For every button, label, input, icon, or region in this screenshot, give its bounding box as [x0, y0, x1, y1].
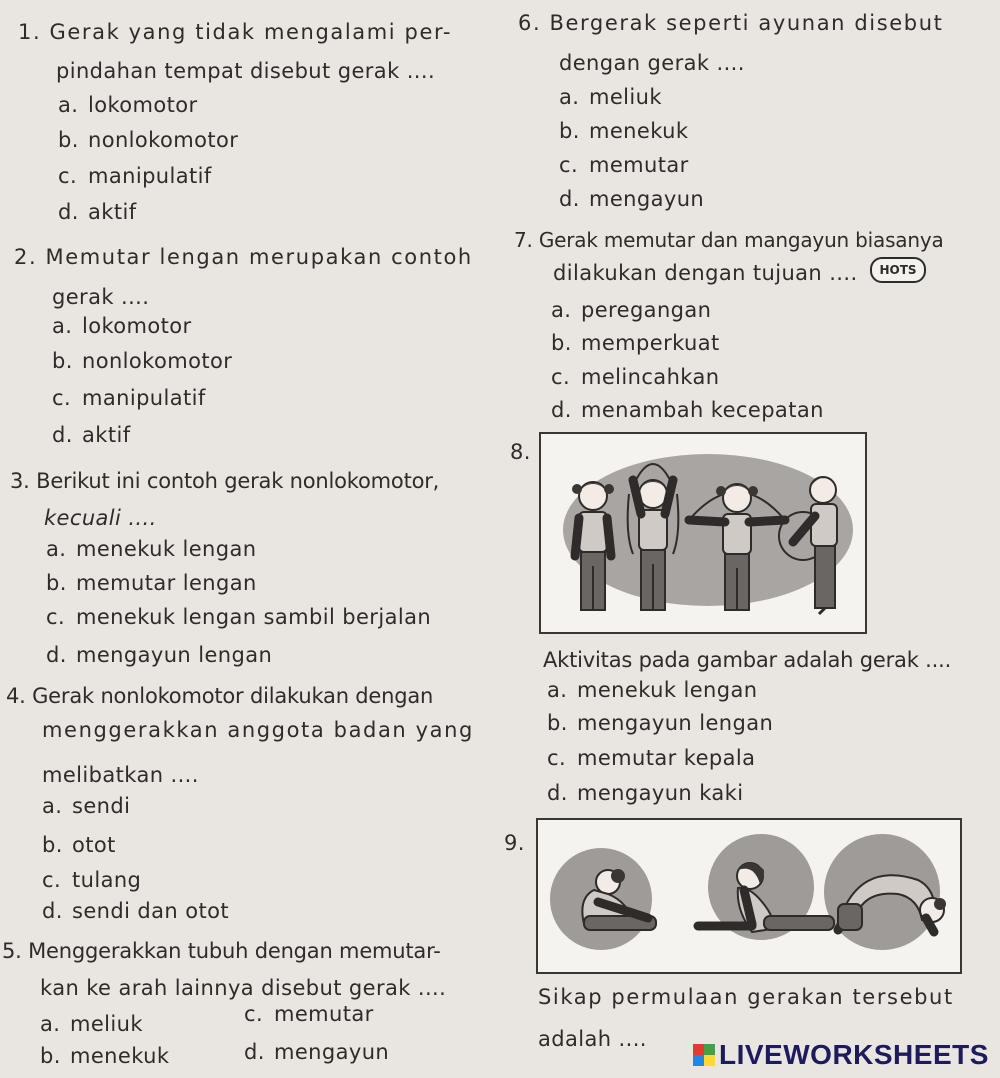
q8-option-b[interactable]: b. mengayun lengan	[547, 711, 774, 735]
q6-option-b[interactable]: b. menekuk	[559, 119, 689, 143]
q4-stem-line2: menggerakkan anggota badan yang	[42, 718, 474, 742]
hots-badge: HOTS	[870, 257, 926, 283]
q2-option-d[interactable]: d. aktif	[52, 423, 131, 447]
q2-option-c[interactable]: c. manipulatif	[52, 386, 206, 410]
q7-option-d[interactable]: d. menambah kecepatan	[551, 398, 824, 422]
q5-stem-line1: 5. Menggerakkan tubuh dengan memutar-	[2, 939, 441, 963]
q8-child-4	[779, 477, 837, 614]
q4-stem-line1: 4. Gerak nonlokomotor dilakukan dengan	[6, 684, 434, 708]
q6-stem-line1: 6. Bergerak seperti ayunan disebut	[518, 11, 944, 35]
q5-stem-line2: kan ke arah lainnya disebut gerak ....	[40, 976, 447, 1000]
q3-option-d[interactable]: d. mengayun lengan	[46, 643, 273, 667]
q7-stem-line1: 7. Gerak memutar dan mangayun biasanya	[514, 228, 944, 252]
q6-option-d[interactable]: d. mengayun	[559, 187, 705, 211]
q4-stem-line3: melibatkan ....	[42, 763, 199, 787]
q4-option-a[interactable]: a. sendi	[42, 794, 131, 818]
q7-option-a[interactable]: a. peregangan	[551, 298, 712, 322]
q7-option-b[interactable]: b. memperkuat	[551, 331, 720, 355]
q4-option-b[interactable]: b. otot	[42, 833, 116, 857]
q8-child-3	[689, 484, 785, 610]
q8-children-figures	[541, 434, 865, 632]
liveworksheets-wordmark: LIVEWORKSHEETS	[719, 1039, 989, 1070]
q9-stem-line2: adalah ....	[538, 1027, 647, 1051]
q3-option-b[interactable]: b. memutar lengan	[46, 571, 257, 595]
liveworksheets-logo	[693, 1040, 989, 1070]
q9-illustration	[536, 818, 962, 974]
q9-figure-2	[698, 863, 834, 932]
q1-option-d[interactable]: d. aktif	[58, 200, 137, 224]
q2-option-b[interactable]: b. nonlokomotor	[52, 349, 233, 373]
q2-option-a[interactable]: a. lokomotor	[52, 314, 192, 338]
q8-illustration	[539, 432, 867, 634]
q5-option-c[interactable]: c. memutar	[244, 1002, 374, 1026]
q9-exercise-figures	[538, 820, 960, 972]
q6-option-c[interactable]: c. memutar	[559, 153, 689, 177]
q8-child-1	[572, 482, 614, 610]
q1-option-c[interactable]: c. manipulatif	[58, 164, 212, 188]
q6-option-a[interactable]: a. meliuk	[559, 85, 662, 109]
q4-option-d[interactable]: d. sendi dan otot	[42, 899, 229, 923]
q5-option-b[interactable]: b. menekuk	[40, 1044, 170, 1068]
q8-number: 8.	[510, 440, 531, 464]
q8-child-2	[628, 464, 679, 610]
q3-stem-line1: 3. Berikut ini contoh gerak nonlokomotor,	[10, 469, 440, 493]
q5-option-d[interactable]: d. mengayun	[244, 1040, 390, 1064]
q1-stem-line1: 1. Gerak yang tidak mengalami per-	[18, 20, 453, 44]
q1-option-b[interactable]: b. nonlokomotor	[58, 128, 239, 152]
q8-option-a[interactable]: a. menekuk lengan	[547, 678, 758, 702]
q1-option-a[interactable]: a. lokomotor	[58, 93, 198, 117]
q2-stem-line1: 2. Memutar lengan merupakan contoh	[14, 245, 473, 269]
q8-option-d[interactable]: d. mengayun kaki	[547, 781, 744, 805]
q6-stem-line2: dengan gerak ....	[559, 51, 745, 75]
q3-option-c[interactable]: c. menekuk lengan sambil berjalan	[46, 605, 432, 629]
liveworksheets-mark-icon	[693, 1044, 715, 1066]
q5-option-a[interactable]: a. meliuk	[40, 1012, 143, 1036]
q8-caption: Aktivitas pada gambar adalah gerak ....	[543, 648, 952, 672]
q4-option-c[interactable]: c. tulang	[42, 868, 142, 892]
q1-stem-line2: pindahan tempat disebut gerak ....	[56, 59, 436, 83]
q8-option-c[interactable]: c. memutar kepala	[547, 746, 756, 770]
q3-option-a[interactable]: a. menekuk lengan	[46, 537, 257, 561]
q9-stem-line1: Sikap permulaan gerakan tersebut	[538, 985, 954, 1009]
q7-stem-line2: dilakukan dengan tujuan ....	[553, 261, 858, 285]
q9-number: 9.	[504, 831, 525, 855]
q7-option-c[interactable]: c. melincahkan	[551, 365, 720, 389]
q9-figure-1	[582, 869, 656, 930]
q3-stem-line2: kecuali ....	[44, 506, 157, 530]
q2-stem-line2: gerak ....	[52, 285, 150, 309]
q9-figure-3	[838, 875, 946, 932]
